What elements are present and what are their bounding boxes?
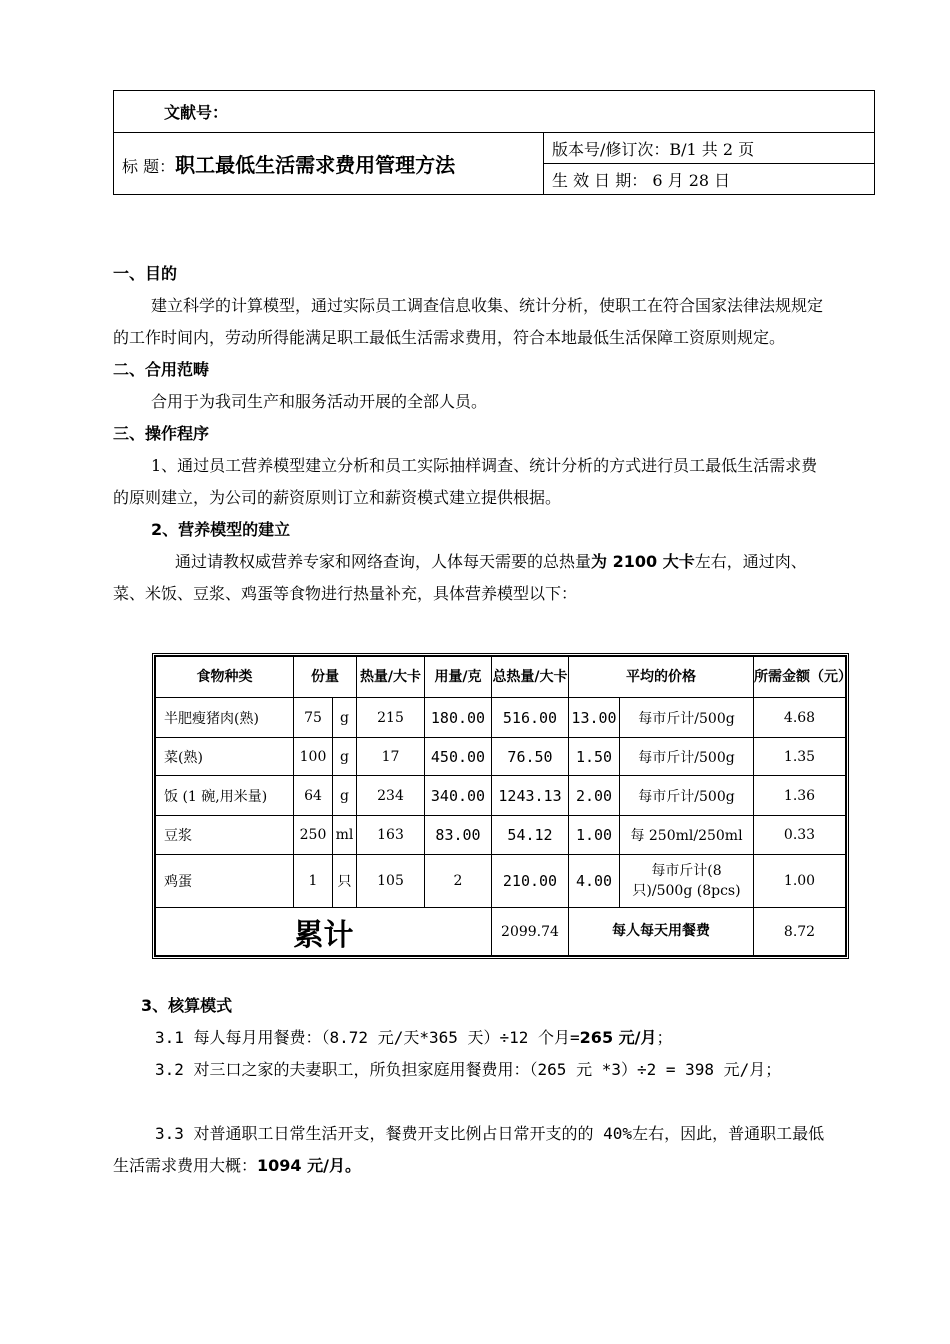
cell-qty: 75	[294, 698, 333, 738]
total-heat: 2099.74	[492, 908, 569, 956]
table-row	[156, 776, 846, 816]
calc-title: 3、核算模式	[141, 996, 233, 1015]
cell-heat: 105	[357, 855, 425, 908]
cell-total: 210.00	[492, 855, 569, 908]
section-2-title: 二、合用范畴	[113, 360, 210, 379]
col-food: 食物种类	[156, 657, 294, 698]
calc-line-3-text: 3.3 对普通职工日常生活开支，餐费开支比例占日常开支的的 40%左右，因此，普通职工最低生活需求费用大概：	[113, 1124, 825, 1175]
calc-line-1-text: 3.1 每人每月用餐费：（8.72 元/天*365 天）÷12 个月=	[155, 1028, 580, 1047]
calc-line-1	[113, 1022, 828, 1054]
cell-price: 2.00	[569, 776, 620, 816]
title-cell	[114, 133, 544, 195]
monthly-meal-cost: 265 元/月	[579, 1028, 657, 1047]
section-3-2-text-a: 通过请教权威营养专家和网络查询，人体每天需要的总热量	[175, 552, 592, 571]
cell-price-unit: 每市斤计/500g	[620, 776, 754, 816]
table-row	[156, 738, 846, 776]
minimum-living-cost: 1094 元/月。	[257, 1156, 361, 1175]
nutrition-table-frame	[152, 653, 852, 959]
cell-price: 1.00	[569, 816, 620, 855]
table-total-row	[156, 908, 846, 956]
col-amount: 用量/克	[425, 657, 492, 698]
total-label: 累计	[156, 908, 492, 956]
cell-heat: 234	[357, 776, 425, 816]
version-info: 版本号/修订次：B/1 共 2 页	[544, 133, 875, 164]
table-header-row	[156, 657, 846, 698]
cell-cost: 1.36	[754, 776, 846, 816]
cell-heat: 17	[357, 738, 425, 776]
cell-cost: 0.33	[754, 816, 846, 855]
cell-price: 13.00	[569, 698, 620, 738]
cell-qty: 64	[294, 776, 333, 816]
cell-price-unit: 每 250ml/250ml	[620, 816, 754, 855]
cell-unit: g	[333, 698, 357, 738]
section-3-text: 1、通过员工营养模型建立分析和员工实际抽样调查、统计分析的方式进行员工最低生活需求费的原则建立，为公司的薪资原则订立和薪资模式建立提供根据。	[113, 456, 818, 507]
document-header	[113, 90, 875, 195]
cell-unit: g	[333, 738, 357, 776]
section-3-2-text-b: 左右，通过肉、菜、米饭、豆浆、鸡蛋等食物进行热量补充，具体营养模型以下：	[113, 552, 807, 603]
cell-amount: 180.00	[425, 698, 492, 738]
cell-food: 饭 (1 碗,用米量)	[156, 776, 294, 816]
cell-price: 4.00	[569, 855, 620, 908]
title-prefix: 标 题：	[122, 157, 176, 176]
col-total-heat: 总热量/大卡	[492, 657, 569, 698]
section-1-title: 一、目的	[113, 264, 178, 283]
cell-total: 1243.13	[492, 776, 569, 816]
calc-line-3	[113, 1118, 828, 1182]
calc-line-1-end: ；	[656, 1028, 673, 1047]
cell-unit: g	[333, 776, 357, 816]
section-1-text: 建立科学的计算模型，通过实际员工调查信息收集、统计分析，使职工在符合国家法律法规规定的工作时间内，劳动所得能满足职工最低生活需求费用，符合本地最低生活保障工资原则规定。	[113, 296, 824, 347]
nutrition-table	[155, 656, 852, 956]
table-row	[156, 855, 846, 908]
cell-heat: 163	[357, 816, 425, 855]
cell-amount: 450.00	[425, 738, 492, 776]
col-heat: 热量/大卡	[357, 657, 425, 698]
section-2-text: 合用于为我司生产和服务活动开展的全部人员。	[151, 392, 488, 411]
cell-amount: 2	[425, 855, 492, 908]
calculation-section	[113, 990, 828, 1182]
table-row	[156, 816, 846, 855]
calc-line-2: 3.2 对三口之家的夫妻职工，所负担家庭用餐费用：（265 元 *3）÷2 = 398 元/月；	[155, 1060, 782, 1079]
section-3-2-title: 2、营养模型的建立	[151, 520, 291, 539]
cell-qty: 100	[294, 738, 333, 776]
cell-cost: 4.68	[754, 698, 846, 738]
cell-price-unit: 每市斤计/500g	[620, 738, 754, 776]
cell-amount: 340.00	[425, 776, 492, 816]
total-calories: 为 2100 大卡	[591, 552, 695, 571]
cell-food: 鸡蛋	[156, 855, 294, 908]
effective-date: 生 效 日 期： 6 月 28 日	[544, 164, 875, 195]
table-row	[156, 698, 846, 738]
cell-heat: 215	[357, 698, 425, 738]
cell-amount: 83.00	[425, 816, 492, 855]
cell-price-unit: 每市斤计(8 只)/500g (8pcs)	[620, 855, 754, 908]
col-cost: 所需金额（元）	[754, 657, 846, 698]
spacer	[113, 1086, 828, 1118]
cell-food: 半肥瘦猪肉(熟)	[156, 698, 294, 738]
cell-price-unit: 每市斤计/500g	[620, 698, 754, 738]
section-3-title: 三、操作程序	[113, 424, 210, 443]
cell-total: 516.00	[492, 698, 569, 738]
cell-qty: 250	[294, 816, 333, 855]
document-title: 职工最低生活需求费用管理方法	[175, 153, 456, 177]
document-body	[113, 258, 828, 610]
cell-unit: ml	[333, 816, 357, 855]
col-portion: 份量	[294, 657, 357, 698]
cell-price: 1.50	[569, 738, 620, 776]
cell-food: 菜(熟)	[156, 738, 294, 776]
cell-cost: 1.00	[754, 855, 846, 908]
cell-total: 54.12	[492, 816, 569, 855]
section-3-2-text	[113, 546, 828, 610]
cell-qty: 1	[294, 855, 333, 908]
cell-unit: 只	[333, 855, 357, 908]
cell-total: 76.50	[492, 738, 569, 776]
cell-food: 豆浆	[156, 816, 294, 855]
col-avg-price: 平均的价格	[569, 657, 754, 698]
cell-cost: 1.35	[754, 738, 846, 776]
daily-cost-value: 8.72	[754, 908, 846, 956]
doc-number-label: 文献号：	[114, 91, 875, 133]
daily-cost-label: 每人每天用餐费	[569, 908, 754, 956]
